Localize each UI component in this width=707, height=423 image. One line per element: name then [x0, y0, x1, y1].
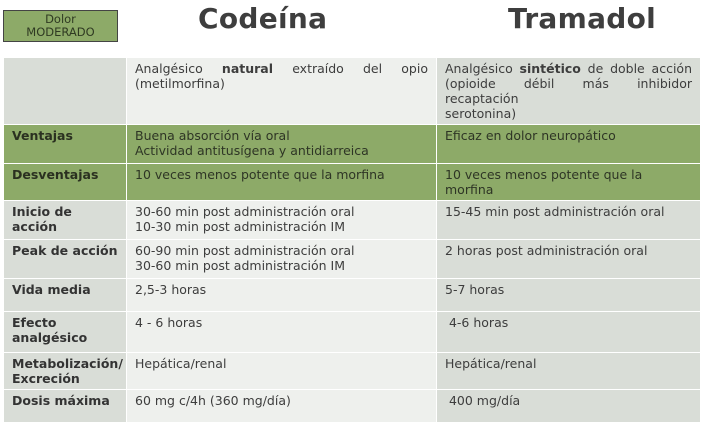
description-tramadol-line-2: (opioide débil más inhibidor recaptación [445, 76, 692, 106]
row-value-codeina: 10 veces menos potente que la morfina [127, 164, 437, 201]
table-row [4, 390, 701, 423]
description-codeina-line-1: Analgésico natural extraído del opio [135, 61, 428, 76]
row-label: Peak de acción [4, 240, 127, 279]
pain-level-badge [3, 10, 118, 42]
description-tramadol [437, 58, 701, 125]
table-row [4, 312, 701, 353]
row-label: Dosis máxima [4, 390, 127, 423]
table-row [4, 279, 701, 312]
row-label: Desventajas [4, 164, 127, 201]
table-row [4, 353, 701, 390]
row-value-tramadol: Hepática/renal [437, 353, 701, 390]
comparison-table [3, 57, 701, 423]
table-row [4, 164, 701, 201]
table-row [4, 240, 701, 279]
row-value-tramadol: 2 horas post administración oral [437, 240, 701, 279]
badge-line-1: Dolor [45, 12, 76, 26]
description-tramadol-line-1: Analgésico sintético de doble acción [445, 61, 692, 76]
row-value-tramadol: 10 veces menos potente que la morfina [437, 164, 701, 201]
table-row [4, 201, 701, 240]
row-label: Metabolización/ Excreción [4, 353, 127, 390]
row-value-codeina: Hepática/renal [127, 353, 437, 390]
row-value-codeina: 60-90 min post administración oral 30-60 min post administración IM [127, 240, 437, 279]
column-title-tramadol: Tramadol [508, 2, 657, 35]
row-value-tramadol: 4-6 horas [437, 312, 701, 353]
row-value-codeina: 4 - 6 horas [127, 312, 437, 353]
row-value-tramadol: 400 mg/día [437, 390, 701, 423]
row-label: Ventajas [4, 125, 127, 164]
row-label: Efecto analgésico [4, 312, 127, 353]
description-tramadol-line-3: serotonina) [445, 106, 517, 121]
row-value-tramadol: 15-45 min post administración oral [437, 201, 701, 240]
table-row [4, 125, 701, 164]
badge-line-2: MODERADO [26, 25, 95, 39]
row-value-codeina: 30-60 min post administración oral 10-30 min post administración IM [127, 201, 437, 240]
row-label: Vida media [4, 279, 127, 312]
description-codeina [127, 58, 437, 125]
row-value-tramadol: 5-7 horas [437, 279, 701, 312]
table-row-description [4, 58, 701, 125]
row-value-codeina: 60 mg c/4h (360 mg/día) [127, 390, 437, 423]
table-cell-empty [4, 58, 127, 125]
row-value-codeina: Buena absorción vía oral Actividad antitusígena y antidiarreica [127, 125, 437, 164]
description-codeina-line-2: (metilmorfina) [135, 76, 225, 91]
column-title-codeina: Codeína [198, 2, 328, 35]
row-value-tramadol: Eficaz en dolor neuropático [437, 125, 701, 164]
row-label: Inicio de acción [4, 201, 127, 240]
row-value-codeina: 2,5-3 horas [127, 279, 437, 312]
